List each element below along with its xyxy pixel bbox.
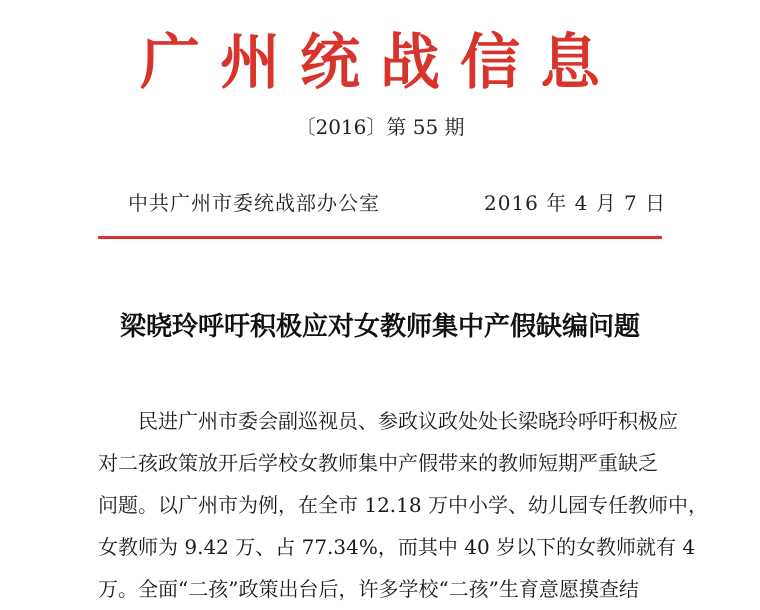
body-line: 问题。以广州市为例，在全市 12.18 万中小学、幼儿园专任教师中， <box>98 493 708 517</box>
body-line: 女教师为 9.42 万、占 77.34%，而其中 40 岁以下的女教师就有 4 <box>98 535 696 559</box>
issuing-office: 中共广州市委统战部办公室 <box>128 191 380 215</box>
body-line: 万。全面“二孩”政策出台后，许多学校“二孩”生育意愿摸查结 <box>98 577 639 601</box>
issue-date: 2016 年 4 月 7 日 <box>484 191 667 215</box>
article-headline: 梁晓玲呼吁积极应对女教师集中产假缺编问题 <box>119 312 640 342</box>
issue-number: 〔2016〕第 55 期 <box>295 115 465 139</box>
body-line: 对二孩政策放开后学校女教师集中产假带来的教师短期严重缺乏 <box>98 451 658 475</box>
masthead-title: 广州统战信息 <box>140 28 620 98</box>
article-body <box>98 400 708 610</box>
body-line: 民进广州市委会副巡视员、参政议政处处长梁晓玲呼吁积极应 <box>138 409 678 433</box>
red-divider-rule <box>98 236 662 239</box>
